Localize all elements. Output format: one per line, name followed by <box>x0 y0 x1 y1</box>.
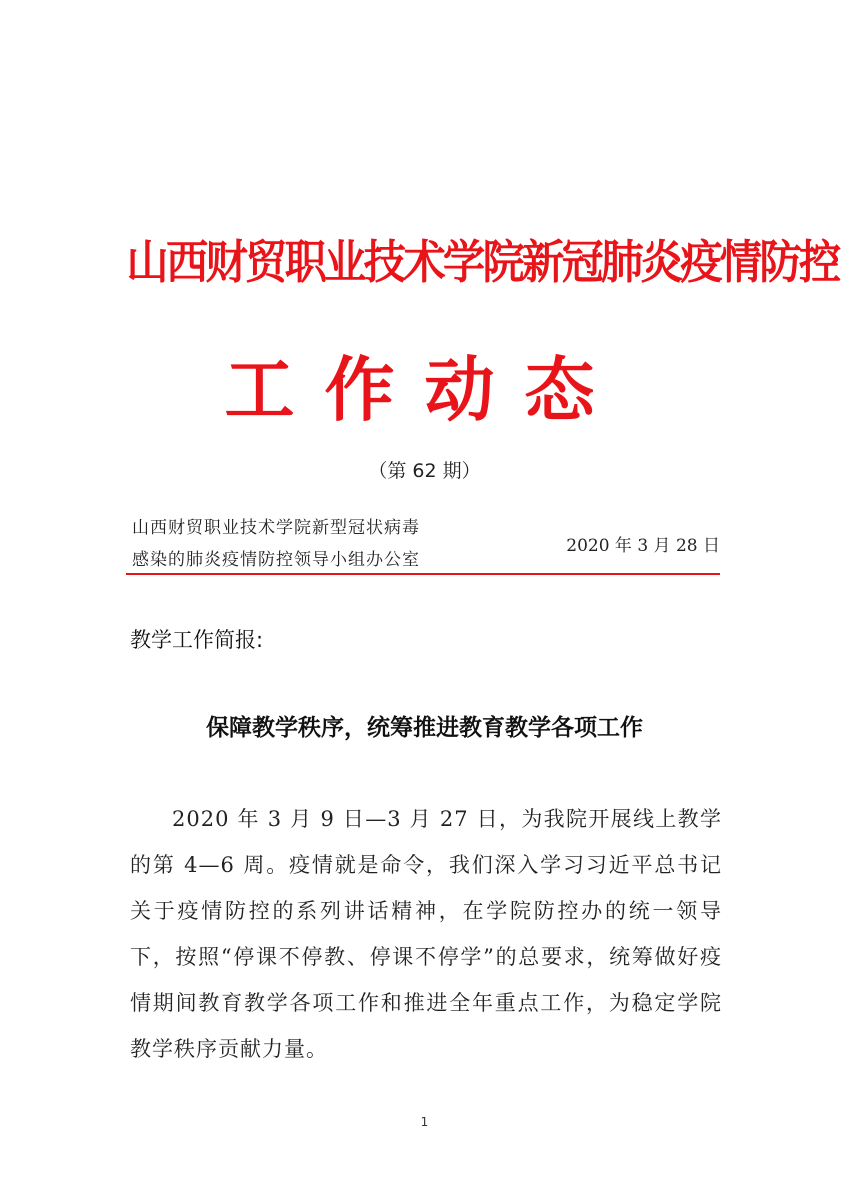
issuer-line-1: 山西财贸职业技术学院新型冠状病毒 <box>132 518 420 538</box>
header-divider <box>126 573 720 575</box>
page-number: 1 <box>420 1115 429 1129</box>
body-paragraph: 2020 年 3 月 9 日—3 月 27 日，为我院开展线上教学的第 4—6 周。疫情就是命令，我们深入学习习近平总书记关于疫情防控的系列讲话精神，在学院防控办的统一领导下，按照“停课不停教、停课不停学”的总要求，统筹做好疫情期间教育教学各项工作和推进全年重点工作，为稳定学院教学秩序贡献力量。 <box>130 807 722 1061</box>
issuer-line-2: 感染的肺炎疫情防控领导小组办公室 <box>132 550 420 570</box>
issue-number: （第 62 期） <box>368 460 481 482</box>
article-title: 保障教学秩序，统筹推进教育教学各项工作 <box>206 714 643 741</box>
issuer-block <box>132 512 472 576</box>
issue-date: 2020 年 3 月 28 日 <box>566 536 720 556</box>
banner-subtitle: 工作动态 <box>224 348 625 431</box>
section-label: 教学工作简报: <box>130 628 264 652</box>
banner-title: 山西财贸职业技术学院新冠肺炎疫情防控 <box>126 235 839 289</box>
